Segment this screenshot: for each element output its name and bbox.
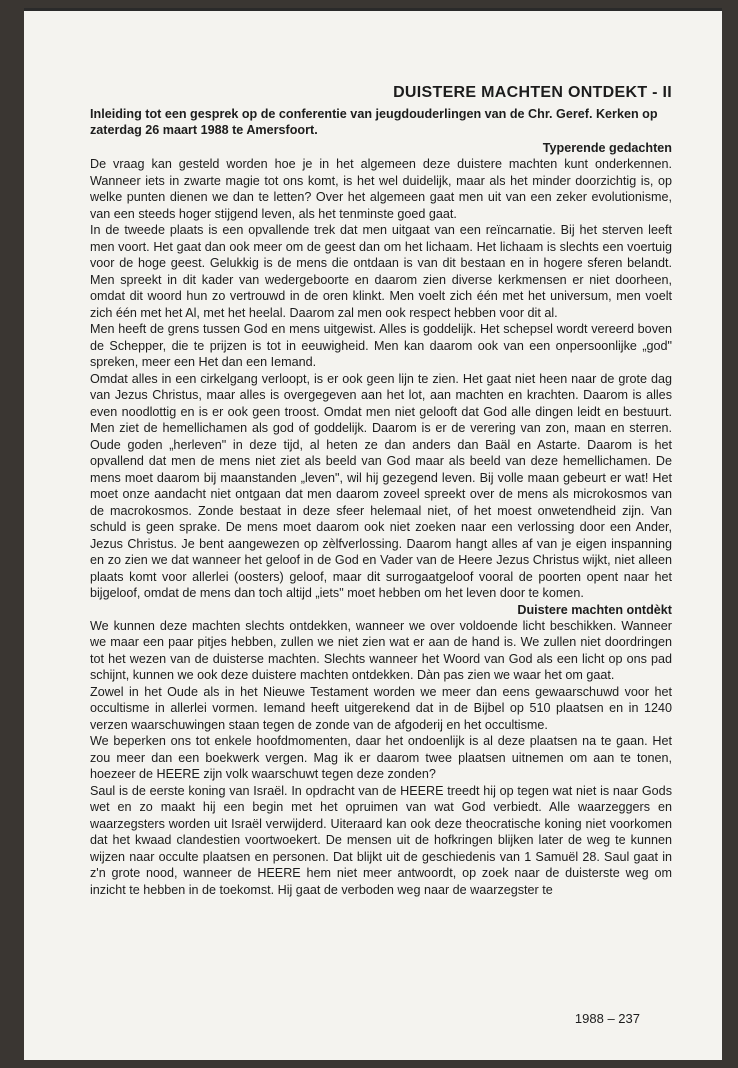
section-heading-ontdekt: Duistere machten ontdèkt [517, 602, 672, 617]
section-heading-typerende: Typerende gedachten [542, 141, 672, 155]
page-number: 1988 – 237 [574, 1011, 640, 1026]
paragraph: De vraag kan gesteld worden hoe je in het algemeen deze duistere machten kunt onderkennen. Wanneer iets in zwarte magie tot ons komt, is het wel duidelijk, maar als het minder doorzichtig is, op welke punten dienen we dan te letten? Over het algemeen gaat men uit van een zeker evolutionisme, van een steeds hoger stijgend leven, als het tenminste goed gaat. [90, 157, 672, 221]
paragraph: In de tweede plaats is een opvallende trek dat men uitgaat van een reïncarnatie. Bij het sterven leeft men voort. Het gaat dan ook meer om de geest dan om het lichaam. Het lichaam is slechts een voertuig voor de hoge geest. Gelukkig is de mens die ontdaan is van dit bestaan en in hogere sferen belandt. Men spreekt in dit kader van wedergeboorte en daarom zien diverse kerkmensen er niet doorheen, omdat dit woord hun zo vertrouwd in de oren klinkt. Men voelt zich één met het universum, men voelt zich één met het Al, met het heelal. Daarom zal men ook respect hebben voor dit al. [90, 223, 672, 320]
article [90, 84, 672, 898]
article-intro: Inleiding tot een gesprek op de conferentie van jeugdouderlingen van de Chr. Geref. Kerken op zaterdag 26 maart 1988 te Amersfoort. [90, 107, 658, 137]
paragraph: Omdat alles in een cirkelgang verloopt, is er ook geen lijn te zien. Het gaat niet heen naar de grote dag van Jezus Christus, maar alles is overgegeven aan het lot, aan machten en krachten. Daarom is alles even noodlottig en is er ook geen troost. Omdat men niet gelooft dat God alle dingen leidt en bestuurt. Men ziet de hemellichamen als god of goddelijk. Daarom is er de verering van zon, maan en sterren. Oude goden „herleven" in deze tijd, al heten ze dan anders dan Baäl en Astarte. Daarom is het opvallend dat men de mens niet ziet als beeld van God maar als beeld van deze hemellichamen. De mens moet daarom bij maanstanden „leven", wil hij gezegend leven. Bij volle maan gebeurt er wat! Het moet onze aandacht niet ontgaan dat men daarom zoveel spreekt over de mens als microkosmos van de macrokosmos. Zonde bestaat in deze sfeer helemaal niet, of het moest onwetendheid zijn. Van schuld is geen sprake. De mens moet daarom ook niet zoeken naar een verlossing door een Ander, Jezus Christus. Je bent aangewezen op zèlfverlossing. Daarom hangt alles af van je eigen inspanning en zo zien we dat wanneer het geloof in de God en Vader van de Heere Jezus Christus wijkt, niet alleen plaats komt voor allerlei (oosters) geloof, maar dit surrogaatgeloof vooral de poorten opent naar het bijgeloof, omdat de mens dan toch altijd „iets" moet hebben om het leven door te komen. [90, 371, 672, 600]
magazine-page [24, 8, 722, 1060]
paragraph: Saul is de eerste koning van Israël. In opdracht van de HEERE treedt hij op tegen wat niet is naar Gods wet en zo maakt hij een begin met het opruimen van wat God verbiedt. Alle waarzeggers en waarzegsters worden uit Israël verwijderd. Uiteraard kan ook deze theocratische koning niet voorkomen dat het kwaad clandestien voortwoekert. De mensen uit de hofkringen blijken later de weg te kunnen wijzen naar occulte plaatsen en personen. Dat blijkt uit de geschiedenis van 1 Samuël 28. Saul gaat in z'n grote nood, wanneer de HEERE hem niet meer antwoordt, op zoek naar de duisterste weg om inzicht te hebben in de toekomst. Hij gaat de verboden weg naar de waarzegster te [90, 783, 672, 897]
paragraph: Men heeft de grens tussen God en mens uitgewist. Alles is goddelijk. Het schepsel wordt vereerd boven de Schepper, die te prijzen is tot in eeuwigheid. Men kan daarom ook van een onpersoonlijke „god" spreken, meer een Het dan een Iemand. [90, 322, 672, 369]
paragraph: We beperken ons tot enkele hoofdmomenten, daar het ondoenlijk is al deze plaatsen na te gaan. Het zou meer dan een boekwerk vergen. Mag ik er daarom twee plaatsen uitnemen om aan te tonen, hoezeer de HEERE zijn volk waarschuwt tegen deze zonden? [90, 734, 672, 781]
paragraph: Zowel in het Oude als in het Nieuwe Testament worden we meer dan eens gewaarschuwd voor het occultisme in allerlei vormen. Iemand heeft uitgerekend dat in de Bijbel op 510 plaatsen en in 1240 verzen waarschuwingen staan tegen de zonde van de afgoderij en het occultisme. [90, 684, 672, 732]
article-title: DUISTERE MACHTEN ONTDEKT - II [393, 84, 672, 101]
paragraph: We kunnen deze machten slechts ontdekken, wanneer we over voldoende licht beschikken. Wanneer we maar een paar pitjes hebben, zullen we niet zien wat er aan de hand is. We zullen niet doordringen tot het wezen van de duisterse machten. Slechts wanneer het Woord van God als een licht op ons pad schijnt, kunnen we ook deze duistere machten ontdekken. Dàn pas zien we waar het om gaat. [90, 618, 672, 682]
page-top-border [24, 8, 722, 11]
